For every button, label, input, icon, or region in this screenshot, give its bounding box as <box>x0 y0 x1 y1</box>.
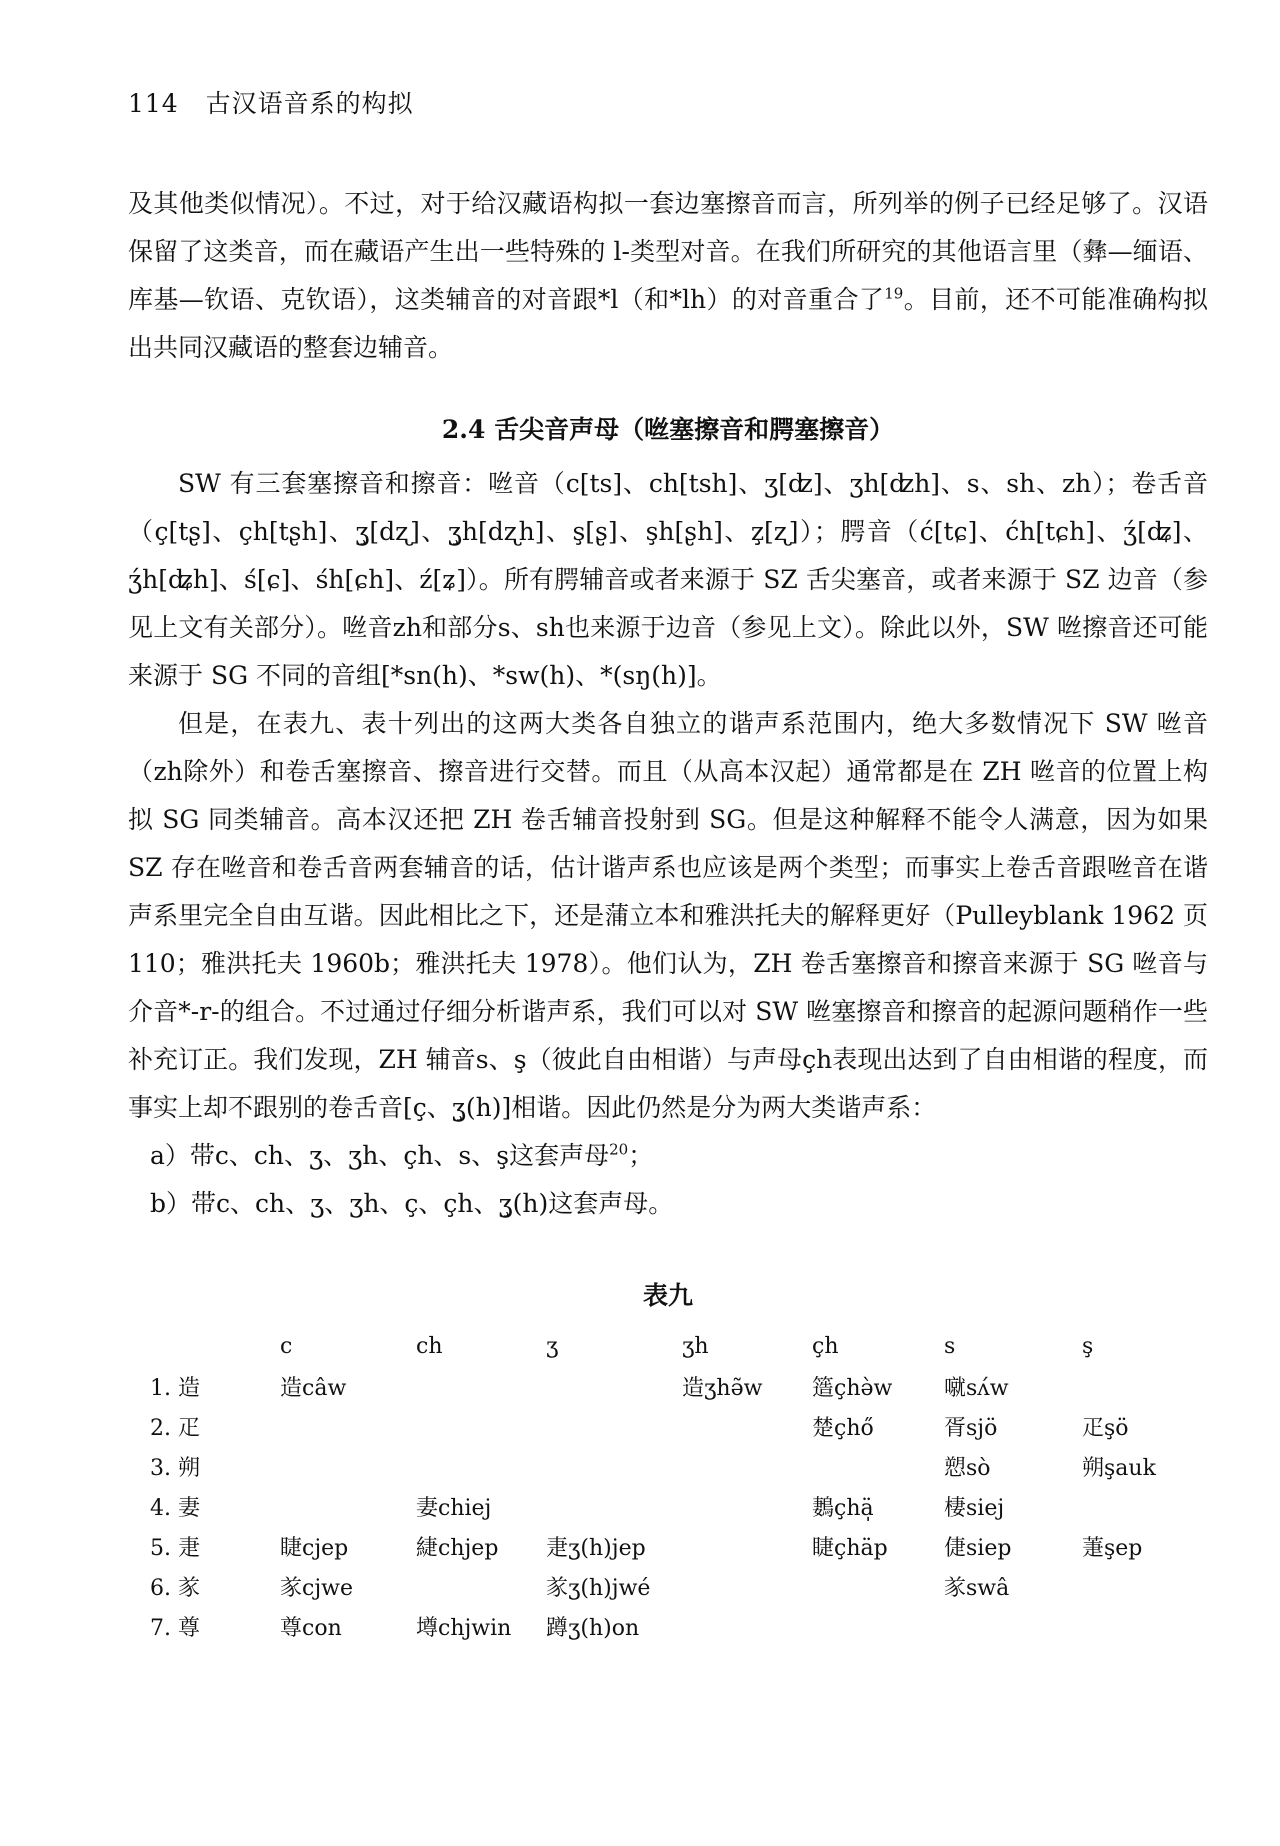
table-cell <box>682 1486 812 1526</box>
table-cell <box>280 1406 416 1446</box>
table-cell <box>682 1406 812 1446</box>
footnote-ref-19[interactable]: 19 <box>884 284 904 303</box>
table-cell <box>682 1566 812 1606</box>
table-row <box>128 1366 1172 1406</box>
table-cell: 棲siej <box>944 1495 1005 1521</box>
table-cell <box>944 1606 1082 1646</box>
list-item-b-text: b）带c、ch、ʒ、ʒh、ç、çh、ʒ̧(h)这套声母。 <box>150 1189 674 1218</box>
table-cell: 㒸swâ <box>944 1575 1010 1601</box>
table-header-row <box>128 1326 1172 1366</box>
table-cell <box>546 1366 682 1406</box>
table-cell: 3. 朔 <box>150 1455 200 1481</box>
paragraph-1 <box>128 180 1208 372</box>
table-cell: 㒸ʒ(h)jwé <box>546 1575 651 1601</box>
list-item-a-end: ； <box>628 1141 654 1170</box>
table-cell <box>280 1446 416 1486</box>
table-cell <box>812 1606 944 1646</box>
paragraph-1-end: 。目前，还不可能准确构拟出共同汉藏语的整套边辅音。 <box>128 285 1208 362</box>
column-header: ş <box>1082 1333 1094 1359</box>
table-cell <box>682 1606 812 1646</box>
table-cell: 5. 疌 <box>150 1535 200 1561</box>
paragraph-2: SW 有三套塞擦音和擦音：咝音（c[ts]、ch[tsh]、ʒ[ʣ]、ʒh[ʣh]、s、sh、zh）；卷舌音（ç[tʂ]、çh[tʂh]、ʒ̧[dʐ]、ʒ̧h[dʐh]、ş[ʂ]、şh[ʂh]、z̧[ʐ]）；腭音（ć[tɕ]、ćh[tɕh]、ʒ́[ʥ]、ʒ́h[ʥh]、ś[ɕ]、śh[ɕh]、ź[ʑ]）。所有腭辅音或者来源于 SZ 舌尖塞音，或者来源于 SZ 边音（参见上文有关部分）。咝音zh和部分s、sh也来源于边音（参见上文）。除此以外，SW 咝擦音还可能来源于 SG 不同的音组[*sn(h)、*sw(h)、*(sŋ(h)]。 <box>128 469 1208 690</box>
table-cell: 7. 尊 <box>150 1615 200 1641</box>
column-header: ch <box>416 1333 443 1359</box>
table-cell: 睫cjep <box>280 1535 349 1561</box>
table-cell: 6. 㒸 <box>150 1575 200 1601</box>
table-cell: 妻chiej <box>416 1495 492 1521</box>
table-cell <box>280 1486 416 1526</box>
column-header: ʒ <box>546 1333 559 1359</box>
table-cell: 尊con <box>280 1615 342 1641</box>
column-header: çh <box>812 1333 839 1359</box>
table-cell <box>416 1446 546 1486</box>
table-cell: 1. 造 <box>150 1375 200 1401</box>
page-number: 114 <box>128 89 179 118</box>
paragraph-1-text: 及其他类似情况）。不过，对于给汉藏语构拟一套边塞擦音而言，所列举的例子已经足够了。汉语保留了这类音，而在藏语产生出一些特殊的 l-类型对音。在我们所研究的其他语言里（彝—缅语、库基—钦语、克钦语），这类辅音的对音跟*l（和*lh）的对音重合了 <box>128 189 1208 314</box>
phonetic-series-table <box>128 1326 1172 1646</box>
table-row <box>128 1526 1172 1566</box>
table-cell <box>1082 1366 1172 1406</box>
table-cell: 墫chjwin <box>416 1615 512 1641</box>
paragraph-3: 但是，在表九、表十列出的这两大类各自独立的谐声系范围内，绝大多数情况下 SW 咝音（zh除外）和卷舌塞擦音、擦音进行交替。而且（从高本汉起）通常都是在 ZH 咝音的位置上构拟 SG 同类辅音。高本汉还把 ZH 卷舌辅音投射到 SG。但是这种解释不能令人满意，因为如果 SZ 存在咝音和卷舌音两套辅音的话，估计谐声系也应该是两个类型；而事实上卷舌音跟咝音在谐声系里完全自由互谐。因此相比之下，还是蒲立本和雅洪托夫的解释更好（Pulleyblank 1962 页 110；雅洪托夫 1960b；雅洪托夫 1978）。他们认为，ZH 卷舌塞擦音和擦音来源于 SG 咝音与介音*-r-的组合。不过通过仔细分析谐声系，我们可以对 SW 咝塞擦音和擦音的起源问题稍作一些补充订正。我们发现，ZH 辅音s、ş（彼此自由相谐）与声母çh表现出达到了自由相谐的程度，而事实上却不跟别的卷舌音[ç、ʒ̧(h)]相谐。因此仍然是分为两大类谐声系： <box>128 709 1208 1122</box>
table-cell <box>416 1406 546 1446</box>
table-row <box>128 1566 1172 1606</box>
table-cell <box>546 1446 682 1486</box>
column-header: c <box>280 1333 293 1359</box>
table-cell: 萐şep <box>1082 1535 1143 1561</box>
table-cell <box>682 1526 812 1566</box>
list-item-a <box>128 1132 1208 1180</box>
list-item-a-text: a）带c、ch、ʒ、ʒh、çh、s、ş这套声母 <box>150 1141 610 1170</box>
table-cell <box>812 1446 944 1486</box>
table-cell: 4. 妻 <box>150 1495 200 1521</box>
document-page <box>128 84 1208 1646</box>
table-cell: 鶈çhä̩ <box>812 1495 874 1521</box>
table-cell: 倢siep <box>944 1535 1012 1561</box>
table-cell: 愬sò <box>944 1455 991 1481</box>
table-cell: 楚çhő <box>812 1415 874 1441</box>
table-cell: 睫çhäp <box>812 1535 888 1561</box>
table-title: 表九 <box>642 1281 693 1310</box>
table-cell <box>416 1366 546 1406</box>
table-row <box>128 1406 1172 1446</box>
table-cell: 緁chjep <box>416 1535 499 1561</box>
table-cell: 造ʒhə̃w <box>682 1375 763 1401</box>
section-heading: 2.4 舌尖音声母（咝塞擦音和腭塞擦音） <box>441 415 895 444</box>
table-row <box>128 1446 1172 1486</box>
table-cell: 蹲ʒ(h)on <box>546 1615 640 1641</box>
running-title: 古汉语音系的构拟 <box>205 89 414 118</box>
table-row <box>128 1486 1172 1526</box>
column-header: ʒh <box>682 1333 709 1359</box>
table-cell: 2. 疋 <box>150 1415 200 1441</box>
table-cell: 疋şö <box>1082 1415 1129 1441</box>
table-cell <box>546 1486 682 1526</box>
table-cell: 造câw <box>280 1375 347 1401</box>
table-cell: 簉çhə̀w <box>812 1375 893 1401</box>
table-row <box>128 1606 1172 1646</box>
table-cell: 㒸cjwe <box>280 1575 353 1601</box>
table-cell <box>1082 1566 1172 1606</box>
column-header <box>128 1326 280 1366</box>
table-cell <box>812 1566 944 1606</box>
column-header: s <box>944 1333 956 1359</box>
table-cell <box>1082 1606 1172 1646</box>
running-head <box>128 84 1208 120</box>
table-cell: 胥sjö <box>944 1415 998 1441</box>
table-cell: 噈sʌ́w <box>944 1375 1009 1401</box>
table-cell <box>682 1446 812 1486</box>
table-cell <box>546 1406 682 1446</box>
table-cell: 朔şauk <box>1082 1455 1156 1481</box>
list-item-b <box>128 1180 1208 1228</box>
table-cell: 疌ʒ(h)jep <box>546 1535 646 1561</box>
table-cell <box>1082 1486 1172 1526</box>
footnote-ref-20[interactable]: 20 <box>609 1140 629 1159</box>
table-cell <box>416 1566 546 1606</box>
